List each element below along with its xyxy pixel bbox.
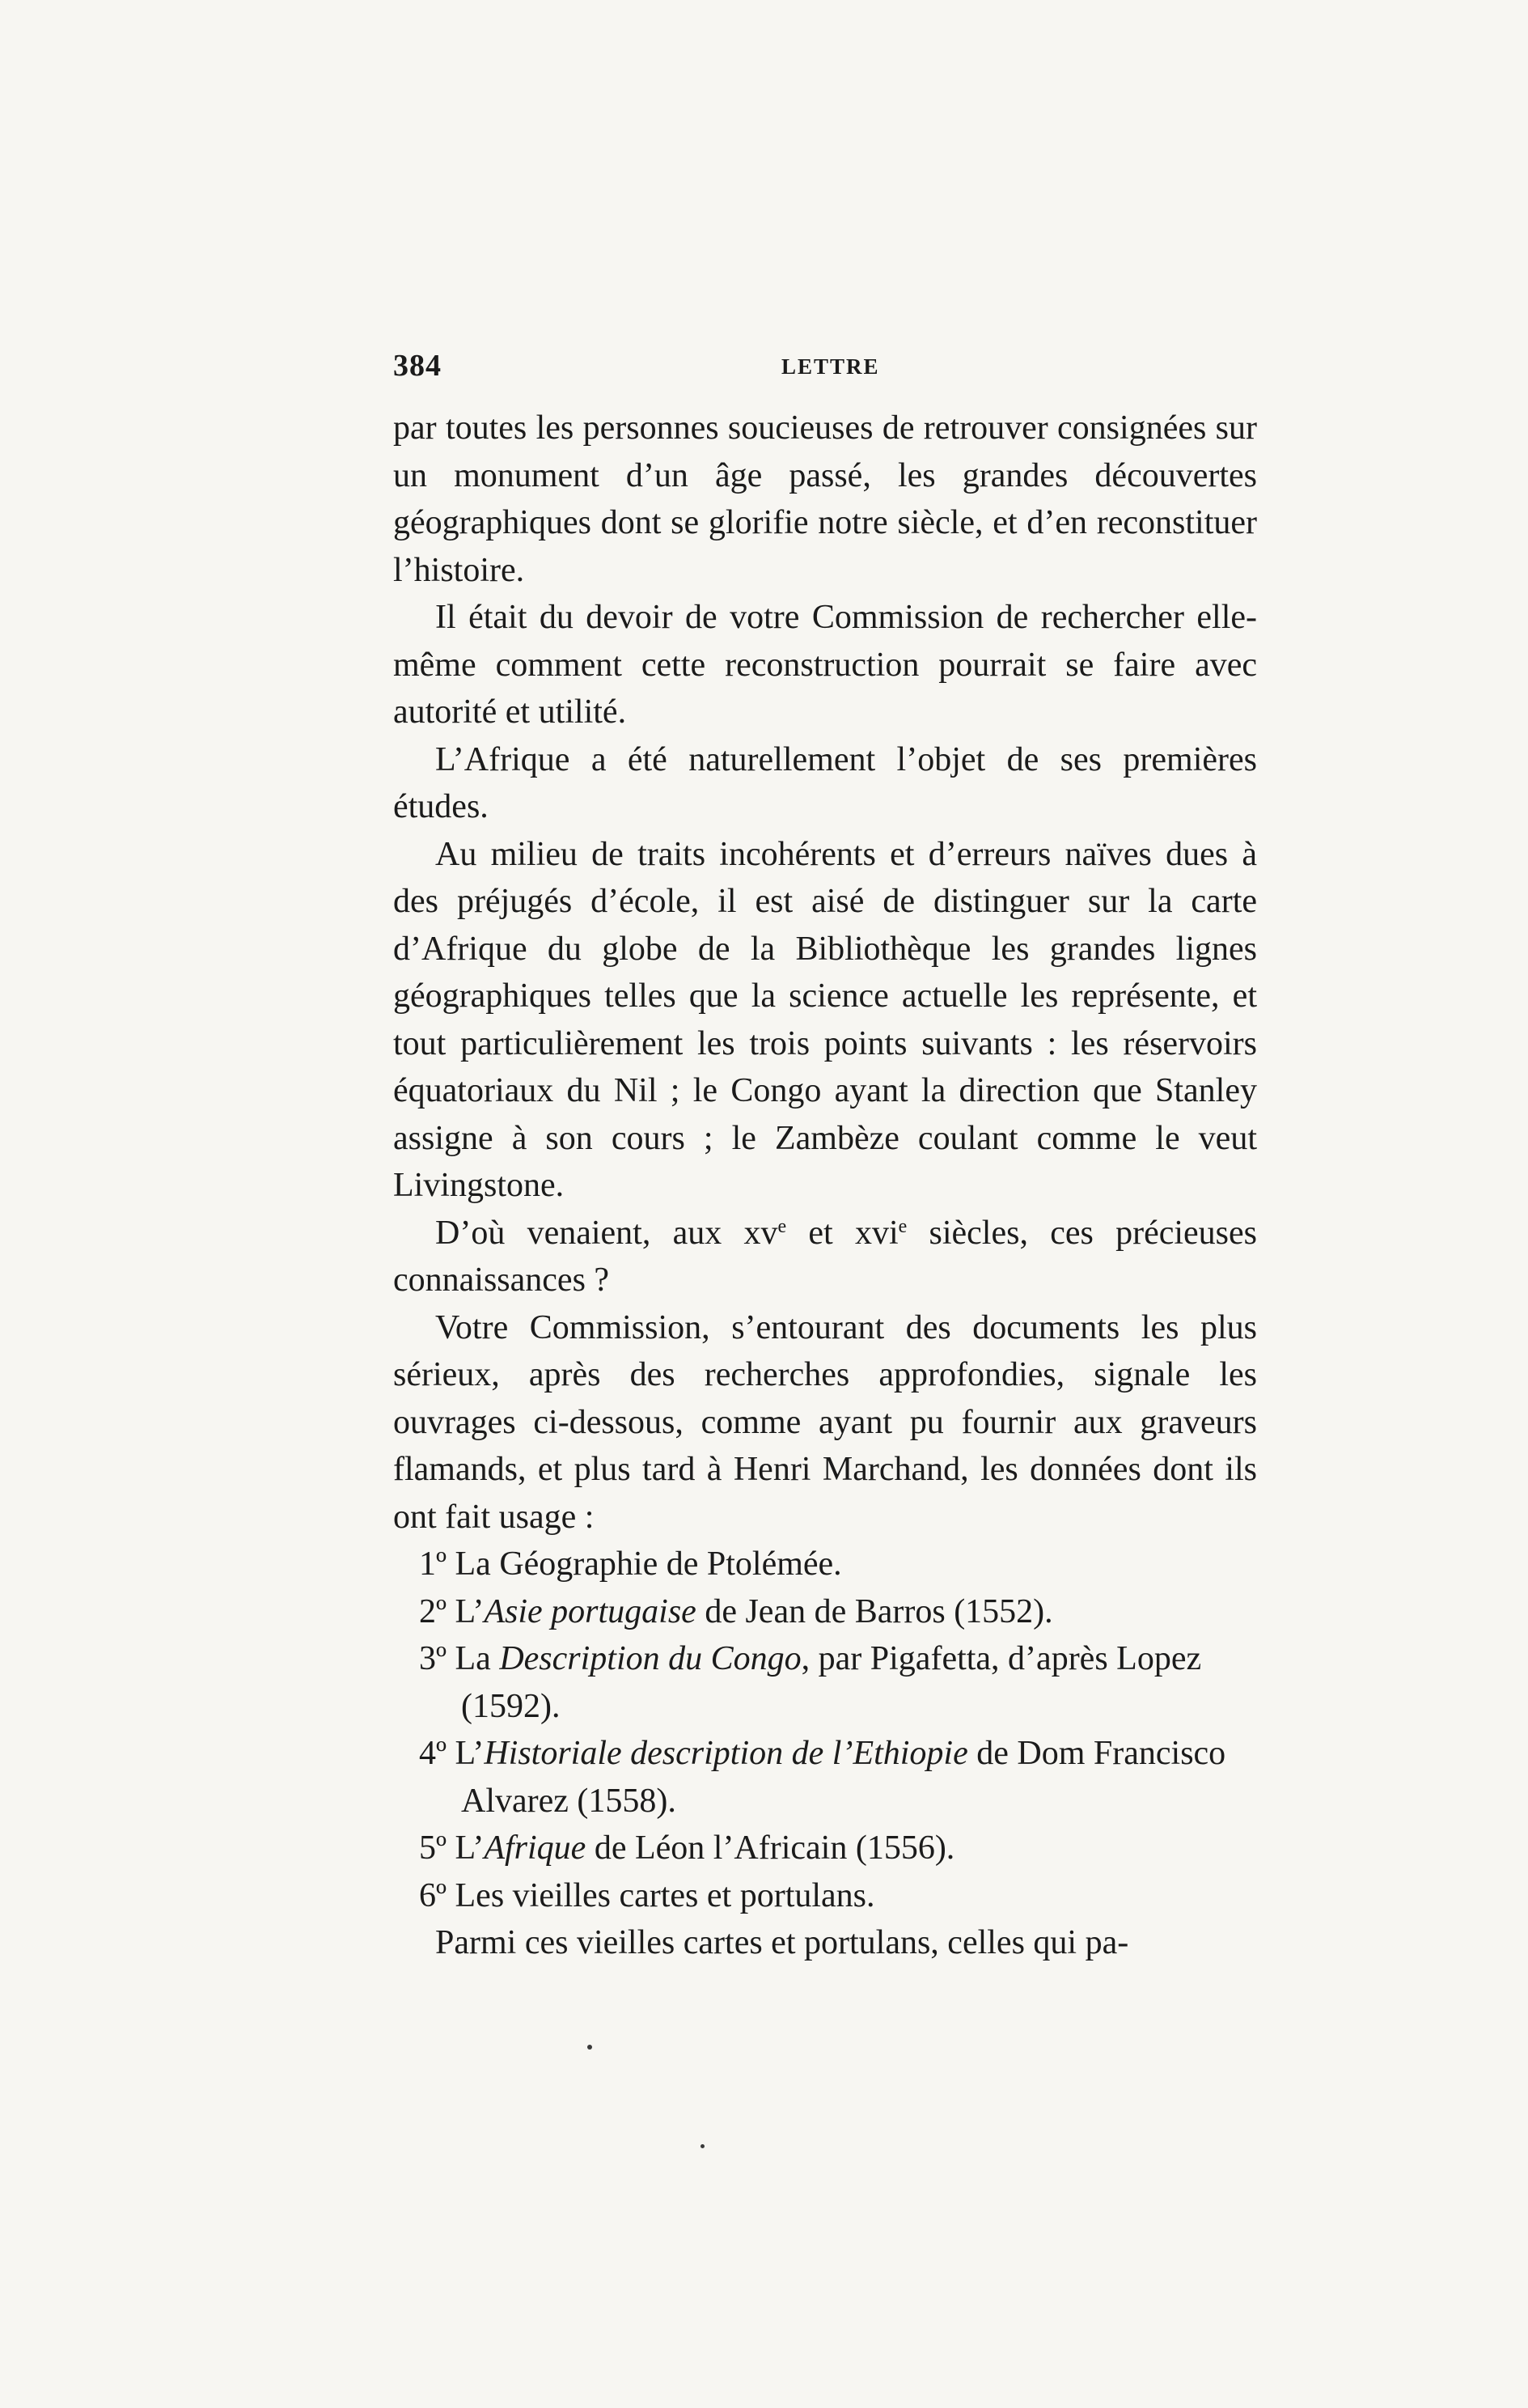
century-16-suffix: e bbox=[898, 1215, 908, 1237]
list-item-text: de Dom Francisco Alvarez (1558). bbox=[461, 1735, 1226, 1820]
paragraph-continuation: par toutes les personnes soucieuses de retrouver consignées sur un monument d’un âge passé, les grandes découvertes géographiques dont se glorifie notre siècle, et d’en reconstituer l’histoire. bbox=[393, 409, 1257, 589]
list-item-text: L’ bbox=[447, 1592, 485, 1630]
century-15-roman: xv bbox=[743, 1214, 778, 1252]
list-item bbox=[393, 1872, 1257, 1920]
list-item-number: 5º bbox=[419, 1829, 447, 1867]
list-item-number: 6º bbox=[419, 1876, 447, 1914]
list-item bbox=[393, 1825, 1257, 1872]
origin-question-text-3: siècles, ces précieuses connaissances ? bbox=[393, 1214, 1257, 1299]
list-item-title: Asie portugaise bbox=[484, 1592, 696, 1630]
century-15-suffix: e bbox=[777, 1215, 787, 1237]
list-item-title: Historiale description de l’Ethiopie bbox=[484, 1735, 968, 1772]
paragraph-origin-question bbox=[393, 1210, 1257, 1304]
paragraph-globe-features: Au milieu de traits incohérents et d’erreurs naïves dues à des préjugés d’école, il est aisé de distinguer sur la carte d’Afrique du globe de la Bibliothèque les grandes lignes géographiques telles que la science actuelle les représente, et tout particulièrement les trois points suivants : les réservoirs équatoriaux du Nil ; le Congo ayant la direction que Stanley assigne à son cours ; le Zambèze coulant comme le veut Livingstone. bbox=[393, 835, 1257, 1204]
sources-list bbox=[393, 1541, 1257, 1919]
paragraph-sources-intro: Votre Commission, s’entourant des documents les plus sérieux, après des recherches approfondies, signale les ouvrages ci-dessous, comme ayant pu fournir aux graveurs flamands, et plus tard à Henri Marchand, les données dont ils ont fait usage : bbox=[393, 1308, 1257, 1536]
list-item bbox=[393, 1635, 1257, 1730]
century-16-roman: xvi bbox=[854, 1214, 899, 1252]
running-head: LETTRE bbox=[781, 354, 880, 379]
ink-speck bbox=[701, 2144, 705, 2148]
page-header bbox=[393, 348, 1259, 388]
list-item bbox=[393, 1730, 1257, 1825]
ink-speck bbox=[587, 2045, 592, 2050]
list-item-number: 2º bbox=[419, 1592, 447, 1630]
origin-question-text-1: D’où venaient, aux bbox=[435, 1214, 744, 1252]
list-item-text: L’ bbox=[447, 1829, 485, 1867]
list-item-text: La Géographie de Ptolémée. bbox=[447, 1545, 842, 1583]
paragraph-portulans: Parmi ces vieilles cartes et portulans, celles qui pa- bbox=[435, 1924, 1129, 1961]
list-item-title: Afrique bbox=[484, 1829, 586, 1867]
origin-question-text-2: et bbox=[786, 1214, 855, 1252]
list-item-text: L’ bbox=[447, 1735, 485, 1772]
body-text bbox=[393, 405, 1257, 1967]
list-item bbox=[393, 1541, 1257, 1588]
list-item bbox=[393, 1588, 1257, 1636]
list-item-number: 1º bbox=[419, 1545, 447, 1583]
list-item-text: , par Pigafetta, d’après Lopez (1592). bbox=[461, 1640, 1202, 1725]
page-number: 384 bbox=[393, 349, 442, 383]
paragraph-africa-studies: L’Afrique a été naturellement l’objet de ses premières études. bbox=[393, 740, 1257, 825]
list-item-text: Les vieilles cartes et portulans. bbox=[447, 1876, 875, 1914]
list-item-text: de Léon l’Africain (1556). bbox=[586, 1829, 955, 1867]
list-item-number: 4º bbox=[419, 1735, 447, 1772]
paragraph-commission-duty: Il était du devoir de votre Commission de rechercher elle-même comment cette reconstruction pourrait se faire avec autorité et utilité. bbox=[393, 599, 1257, 731]
list-item-number: 3º bbox=[419, 1640, 447, 1677]
list-item-text: de Jean de Barros (1552). bbox=[696, 1592, 1053, 1630]
list-item-title: Description du Congo bbox=[499, 1640, 802, 1677]
list-item-text: La bbox=[447, 1640, 500, 1677]
